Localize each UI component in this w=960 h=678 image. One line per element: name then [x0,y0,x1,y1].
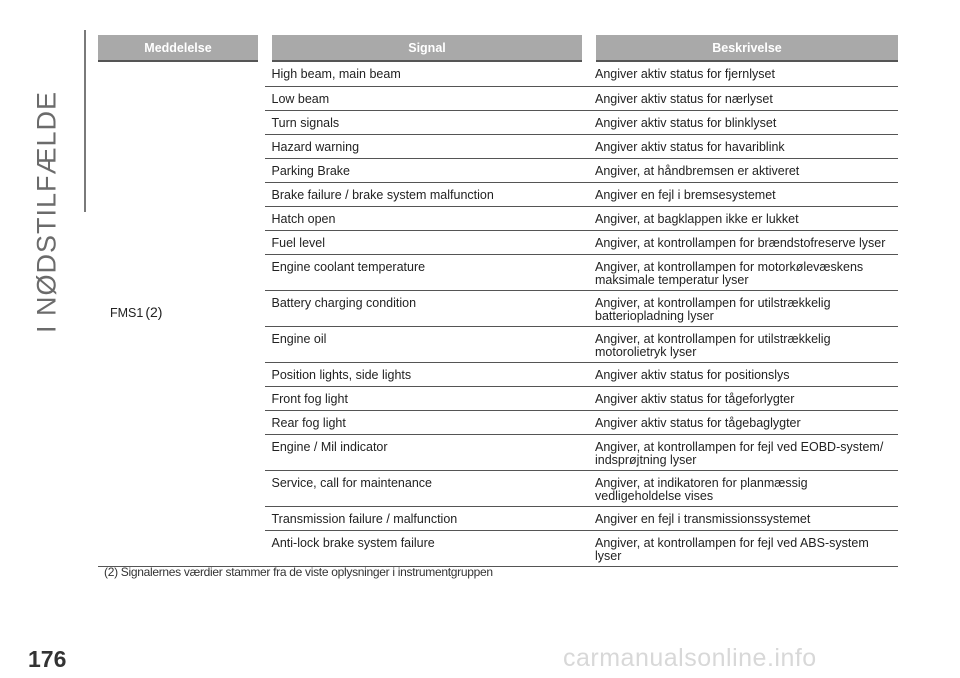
description-cell: Angiver, at kontrollampen for utilstrækkelig batteriopladning lyser [589,290,898,326]
description-cell: Angiver, at kontrollampen for brændstofreserve lyser [589,230,898,254]
header-signal: Signal [265,35,589,61]
signal-cell: Position lights, side lights [265,362,589,386]
signal-cell: Engine / Mil indicator [265,434,589,470]
signal-cell: Hazard warning [265,134,589,158]
section-title-text: I NØDSTILFÆLDE [31,90,62,334]
description-cell: Angiver aktiv status for tågeforlygter [589,386,898,410]
description-cell: Angiver en fejl i transmissionssystemet [589,506,898,530]
description-cell: Angiver, at kontrollampen for fejl ved ABS-system lyser [589,530,898,566]
description-cell: Angiver, at kontrollampen for fejl ved EOBD-system/ indsprøjtning lyser [589,434,898,470]
message-code: FMS1 [110,305,144,320]
description-cell: Angiver aktiv status for havariblink [589,134,898,158]
signal-cell: Brake failure / brake system malfunction [265,182,589,206]
table-row [98,61,898,86]
header-message: Meddelelse [98,35,265,61]
watermark: carmanualsonline.info [563,644,817,672]
description-cell: Angiver aktiv status for blinklyset [589,110,898,134]
signal-cell: Service, call for maintenance [265,470,589,506]
signal-cell: High beam, main beam [265,61,589,86]
description-cell: Angiver, at håndbremsen er aktiveret [589,158,898,182]
header-description: Beskrivelse [589,35,898,61]
description-cell: Angiver aktiv status for positionslys [589,362,898,386]
table-header-row [98,35,898,61]
signal-cell: Parking Brake [265,158,589,182]
description-cell: Angiver, at indikatoren for planmæssig vedligeholdelse vises [589,470,898,506]
table-body [98,61,898,566]
signal-cell: Engine oil [265,326,589,362]
message-cell [98,61,265,566]
description-cell: Angiver, at bagklappen ikke er lukket [589,206,898,230]
signal-cell: Front fog light [265,386,589,410]
description-cell: Angiver en fejl i bremsesystemet [589,182,898,206]
footnote: (2) Signalernes værdier stammer fra de viste oplysninger i instrumentgruppen [104,565,493,579]
message-footnote-ref: (2) [145,303,163,320]
signal-table [98,35,898,567]
section-divider [84,30,86,212]
signal-cell: Low beam [265,86,589,110]
description-cell: Angiver aktiv status for tågebaglygter [589,410,898,434]
signal-cell: Fuel level [265,230,589,254]
signal-cell: Rear fog light [265,410,589,434]
signal-cell: Anti-lock brake system failure [265,530,589,566]
description-cell: Angiver aktiv status for nærlyset [589,86,898,110]
description-cell: Angiver, at kontrollampen for utilstrækkelig motorolietryk lyser [589,326,898,362]
signal-cell: Hatch open [265,206,589,230]
description-cell: Angiver, at kontrollampen for motorkølevæskens maksimale temperatur lyser [589,254,898,290]
description-cell: Angiver aktiv status for fjernlyset [589,61,898,86]
signal-cell: Engine coolant temperature [265,254,589,290]
signal-cell: Battery charging condition [265,290,589,326]
page-number: 176 [28,646,67,672]
signal-cell: Transmission failure / malfunction [265,506,589,530]
signal-cell: Turn signals [265,110,589,134]
